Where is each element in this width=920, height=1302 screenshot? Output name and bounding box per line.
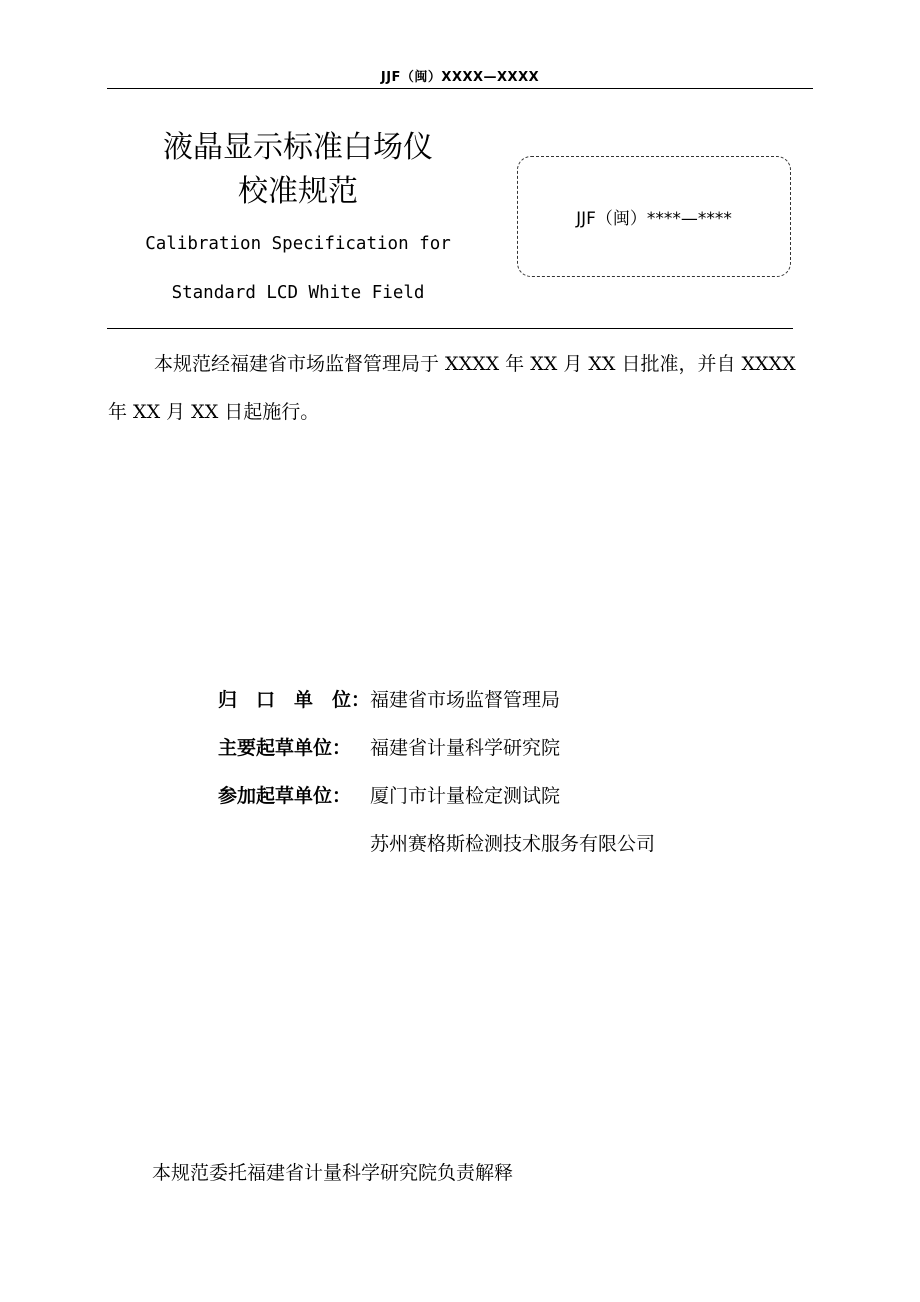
standard-code: JJF（闽）****—**** xyxy=(576,209,732,229)
approval-statement: 本规范经福建省市场监督管理局于 XXXX 年 XX 月 XX 日批准，并自 XXXX 年 XX 月 XX 日起施行。 xyxy=(108,353,796,423)
title-zh-line1: 液晶显示标准白场仪 xyxy=(163,130,433,165)
co-drafter-row-2 xyxy=(218,818,655,866)
label-char: 单 xyxy=(293,688,313,711)
title-en-line2: Standard LCD White Field xyxy=(171,283,425,303)
section-divider xyxy=(107,328,793,329)
centralized-unit-row xyxy=(218,674,655,722)
header-rule xyxy=(107,88,813,89)
drafting-units xyxy=(218,674,655,866)
co-drafter-value-1: 厦门市计量检定测试院 xyxy=(370,784,561,807)
title-en-line1: Calibration Specification for xyxy=(145,234,451,254)
label-char: 口 xyxy=(255,688,275,711)
co-drafter-row xyxy=(218,770,655,818)
standard-code-box xyxy=(517,156,791,277)
centralized-unit-label xyxy=(218,685,370,712)
label-char: 归 xyxy=(218,688,238,711)
co-drafter-value-2: 苏州赛格斯检测技术服务有限公司 xyxy=(370,832,656,855)
main-drafter-label: 主要起草单位： xyxy=(218,736,352,759)
title-block xyxy=(110,126,486,303)
label-char: 位： xyxy=(331,688,370,711)
co-drafter-label: 参加起草单位： xyxy=(218,784,352,807)
document-code-header: JJF（闽）XXXX—XXXX xyxy=(380,70,540,85)
centralized-unit-value: 福建省市场监督管理局 xyxy=(370,688,561,711)
interpretation-note: 本规范委托福建省计量科学研究院负责解释 xyxy=(152,1162,514,1184)
main-drafter-value: 福建省计量科学研究院 xyxy=(370,736,561,759)
title-zh-line2: 校准规范 xyxy=(238,174,358,209)
main-drafter-row xyxy=(218,722,655,770)
